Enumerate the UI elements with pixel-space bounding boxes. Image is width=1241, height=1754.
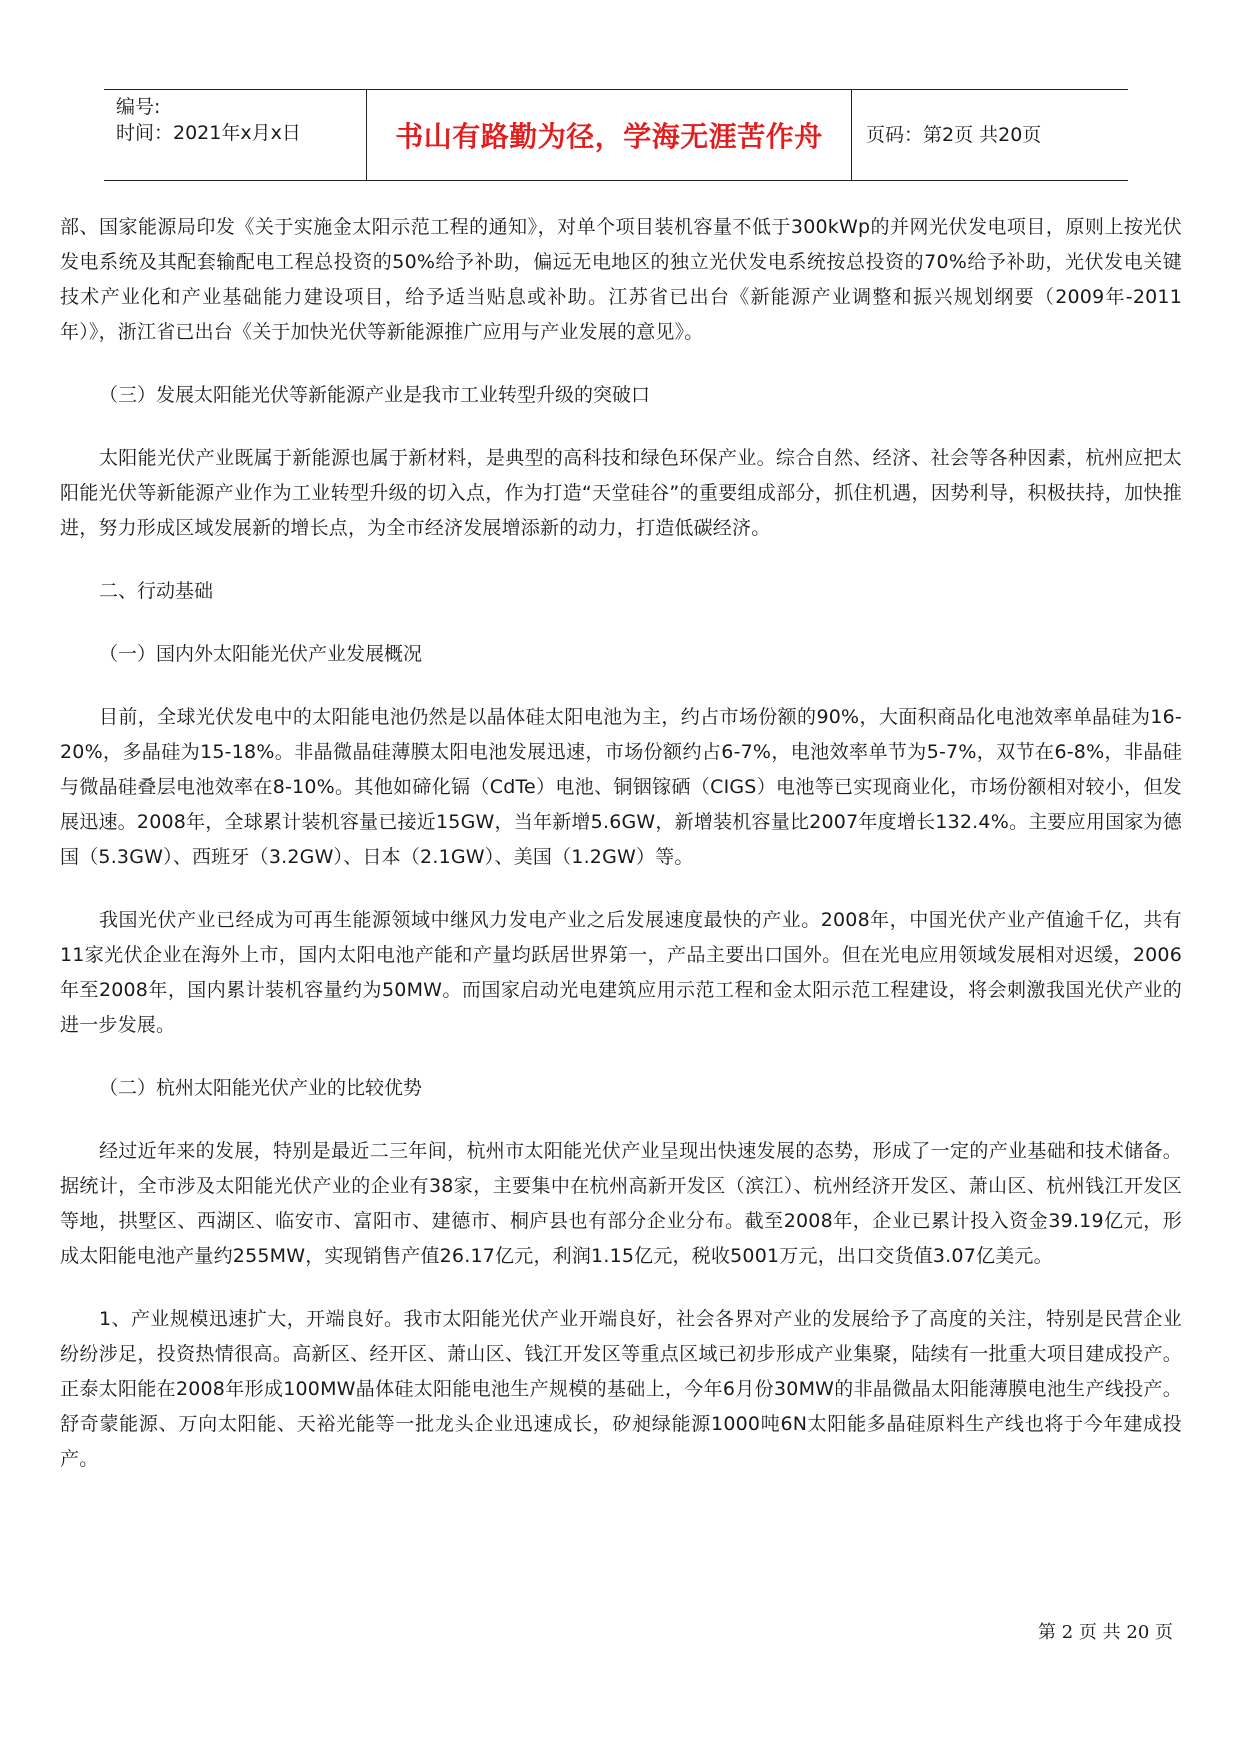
section-heading: （一）国内外太阳能光伏产业发展概况	[98, 643, 422, 665]
body-paragraph: 部、国家能源局印发《关于实施金太阳示范工程的通知》，对单个项目装机容量不低于300kWp的并网光伏发电项目，原则上按光伏发电系统及其配套输配电工程总投资的50%给予补助，偏远无电地区的独立光伏发电系统按总投资的70%给予补助，光伏发电关键技术产业化和产业基础能力建设项目，给予适当贴息或补助。江苏省已出台《新能源产业调整和振兴规划纲要（2009年-2011年）》，浙江省已出台《关于加快光伏等新能源推广应用与产业发展的意见》。	[60, 216, 1182, 343]
body-paragraph: 目前，全球光伏发电中的太阳能电池仍然是以晶体硅太阳电池为主，约占市场份额的90%，大面积商品化电池效率单晶硅为16-20%，多晶硅为15-18%。非晶微晶硅薄膜太阳电池发展迅速，市场份额约占6-7%，电池效率单节为5-7%，双节在6-8%，非晶硅与微晶硅叠层电池效率在8-10%。其他如碲化镉（CdTe）电池、铜铟镓硒（CIGS）电池等已实现商业化，市场份额相对较小，但发展迅速。2008年，全球累计装机容量已接近15GW，当年新增5.6GW，新增装机容量比2007年度增长132.4%。主要应用国家为德国（5.3GW）、西班牙（3.2GW）、日本（2.1GW）、美国（1.2GW）等。	[60, 706, 1182, 868]
document-date-label: 时间：2021年x月x日	[116, 122, 301, 144]
body-paragraph: 太阳能光伏产业既属于新能源也属于新材料，是典型的高科技和绿色环保产业。综合自然、经济、社会等各种因素，杭州应把太阳能光伏等新能源产业作为工业转型升级的切入点，作为打造“天堂硅谷”的重要组成部分，抓住机遇，因势利导，积极扶持，加快推进，努力形成区域发展新的增长点，为全市经济发展增添新的动力，打造低碳经济。	[60, 447, 1182, 539]
header-page-cell	[852, 90, 1128, 180]
header-meta-cell	[104, 90, 366, 180]
body-paragraph: 经过近年来的发展，特别是最近二三年间，杭州市太阳能光伏产业呈现出快速发展的态势，形成了一定的产业基础和技术储备。据统计，全市涉及太阳能光伏产业的企业有38家，主要集中在杭州高新开发区（滨江）、杭州经济开发区、萧山区、杭州钱江开发区等地，拱墅区、西湖区、临安市、富阳市、建德市、桐庐县也有部分企业分布。截至2008年，企业已累计投入资金39.19亿元，形成太阳能电池产量约255MW，实现销售产值26.17亿元，利润1.15亿元，税收5001万元，出口交货值3.07亿美元。	[60, 1140, 1182, 1267]
document-number-label: 编号:	[116, 96, 161, 118]
section-heading: （二）杭州太阳能光伏产业的比较优势	[98, 1077, 422, 1099]
section-heading: 二、行动基础	[98, 580, 213, 602]
page-footer: 第 2 页 共 20 页	[1038, 1622, 1173, 1643]
body-paragraph: 我国光伏产业已经成为可再生能源领域中继风力发电产业之后发展速度最快的产业。2008年，中国光伏产业产值逾千亿，共有11家光伏企业在海外上市，国内太阳电池产能和产量均跃居世界第一，产品主要出口国外。但在光电应用领域发展相对迟缓，2006年至2008年，国内累计装机容量约为50MW。而国家启动光电建筑应用示范工程和金太阳示范工程建设，将会刺激我国光伏产业的进一步发展。	[60, 909, 1182, 1036]
document-header	[104, 89, 1128, 181]
header-page-label: 页码：第2页 共20页	[866, 124, 1042, 146]
header-motto: 书山有路勤为径，学海无涯苦作舟	[395, 120, 823, 153]
header-motto-cell	[366, 90, 852, 180]
section-heading: （三）发展太阳能光伏等新能源产业是我市工业转型升级的突破口	[98, 384, 650, 406]
body-paragraph: 1、产业规模迅速扩大，开端良好。我市太阳能光伏产业开端良好，社会各界对产业的发展给予了高度的关注，特别是民营企业纷纷涉足，投资热情很高。高新区、经开区、萧山区、钱江开发区等重点区域已初步形成产业集聚，陆续有一批重大项目建成投产。正泰太阳能在2008年形成100MW晶体硅太阳能电池生产规模的基础上，今年6月份30MW的非晶微晶太阳能薄膜电池生产线投产。舒奇蒙能源、万向太阳能、天裕光能等一批龙头企业迅速成长，矽昶绿能源1000吨6N太阳能多晶硅原料生产线也将于今年建成投产。	[60, 1308, 1182, 1470]
document-body	[60, 210, 1182, 1477]
